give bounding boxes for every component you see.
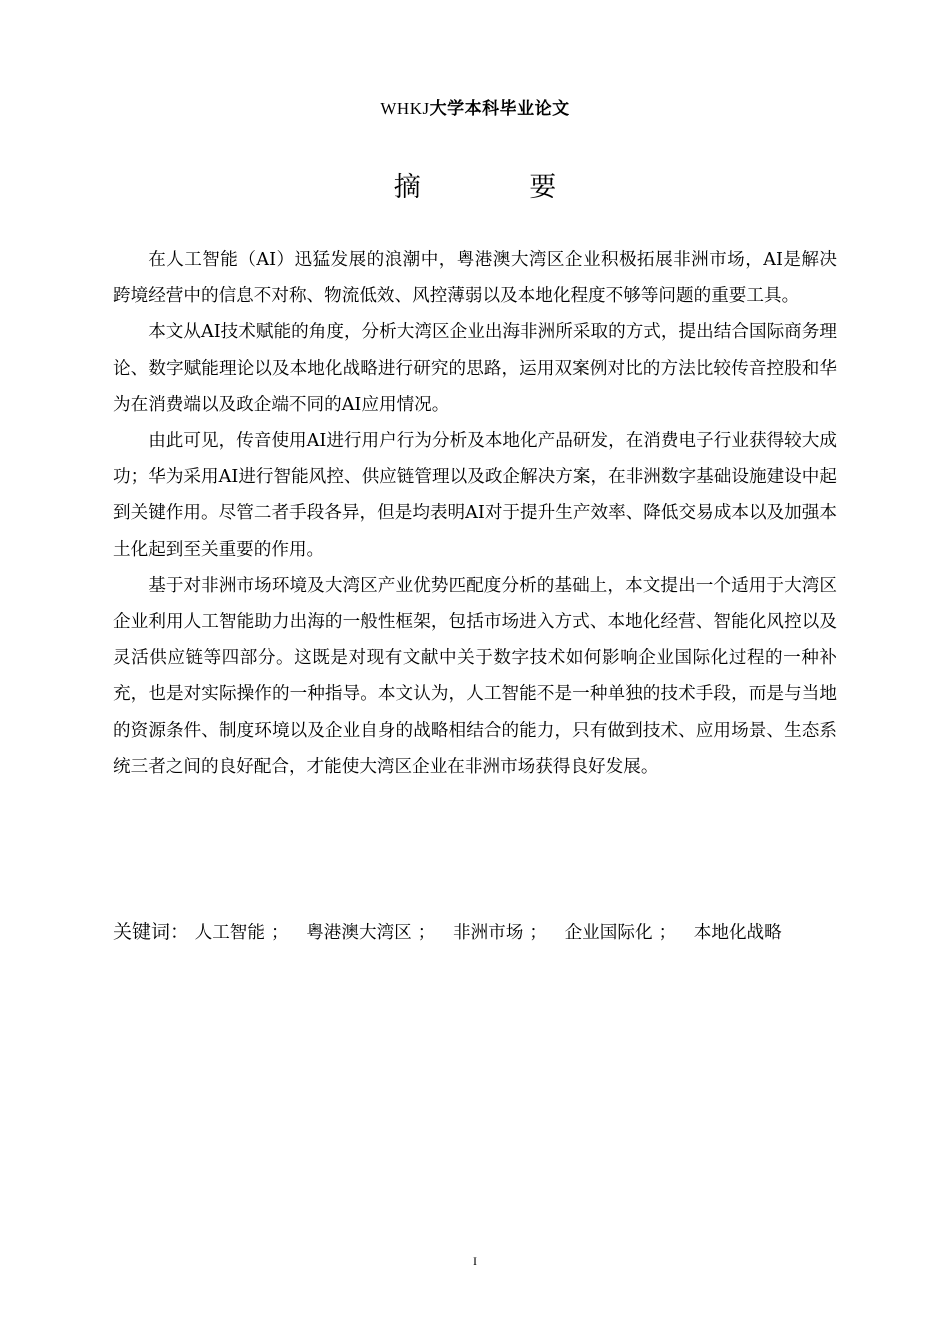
abstract-paragraph-4: 基于对非洲市场环境及大湾区产业优势匹配度分析的基础上，本文提出一个适用于大湾区企业利用人工智能助力出海的一般性框架，包括市场进入方式、本地化经营、智能化风控以及灵活供应链等四部分。这既是对现有文献中关于数字技术如何影响企业国际化过程的一种补充，也是对实际操作的一种指导。本文认为，人工智能不是一种单独的技术手段，而是与当地的资源条件、制度环境以及企业自身的战略相结合的能力，只有做到技术、应用场景、生态系统三者之间的良好配合，才能使大湾区企业在非洲市场获得良好发展。 [113,575,837,777]
running-header [0,96,950,122]
header-university-code: WHKJ [380,99,430,118]
keyword-separator: ； [271,923,289,943]
keyword-item: 本地化战略 [693,923,782,943]
keyword-item: 人工智能 [194,923,265,943]
keywords-line [113,915,837,950]
keyword-item: 企业国际化 [564,923,653,943]
keyword-item: 非洲市场 [452,923,524,943]
abstract-paragraph-3: 由此可见，传音使用AI进行用户行为分析及本地化产品研发，在消费电子行业获得较大成功；华为采用AI进行智能风控、供应链管理以及政企解决方案，在非洲数字基础设施建设中起到关键作用。尽管二者手段各异，但是均表明AI对于提升生产效率、降低交易成本以及加强本土化起到至关重要的作用。 [113,431,837,560]
keywords-label: 关键词： [113,921,190,943]
keyword-separator: ； [417,923,436,943]
abstract-title: 摘 要 [393,172,607,203]
abstract-body [113,242,837,785]
abstract-paragraph-2: 本文从AI技术赋能的角度，分析大湾区企业出海非洲所采取的方式，提出结合国际商务理论、数字赋能理论以及本地化战略进行研究的思路，运用双案例对比的方法比较传音控股和华为在消费端以及政企端不同的AI应用情况。 [113,322,837,415]
keyword-item: 粤港澳大湾区 [306,923,412,943]
header-thesis-type: 大学本科毕业论文 [429,99,570,119]
page-number: I [473,1254,477,1268]
abstract-paragraph-1: 在人工智能（AI）迅猛发展的浪潮中，粤港澳大湾区企业积极拓展非洲市场，AI是解决跨境经营中的信息不对称、物流低效、风控薄弱以及本地化程度不够等问题的重要工具。 [113,250,837,307]
keyword-separator: ； [658,923,677,943]
keyword-separator: ； [529,923,547,943]
